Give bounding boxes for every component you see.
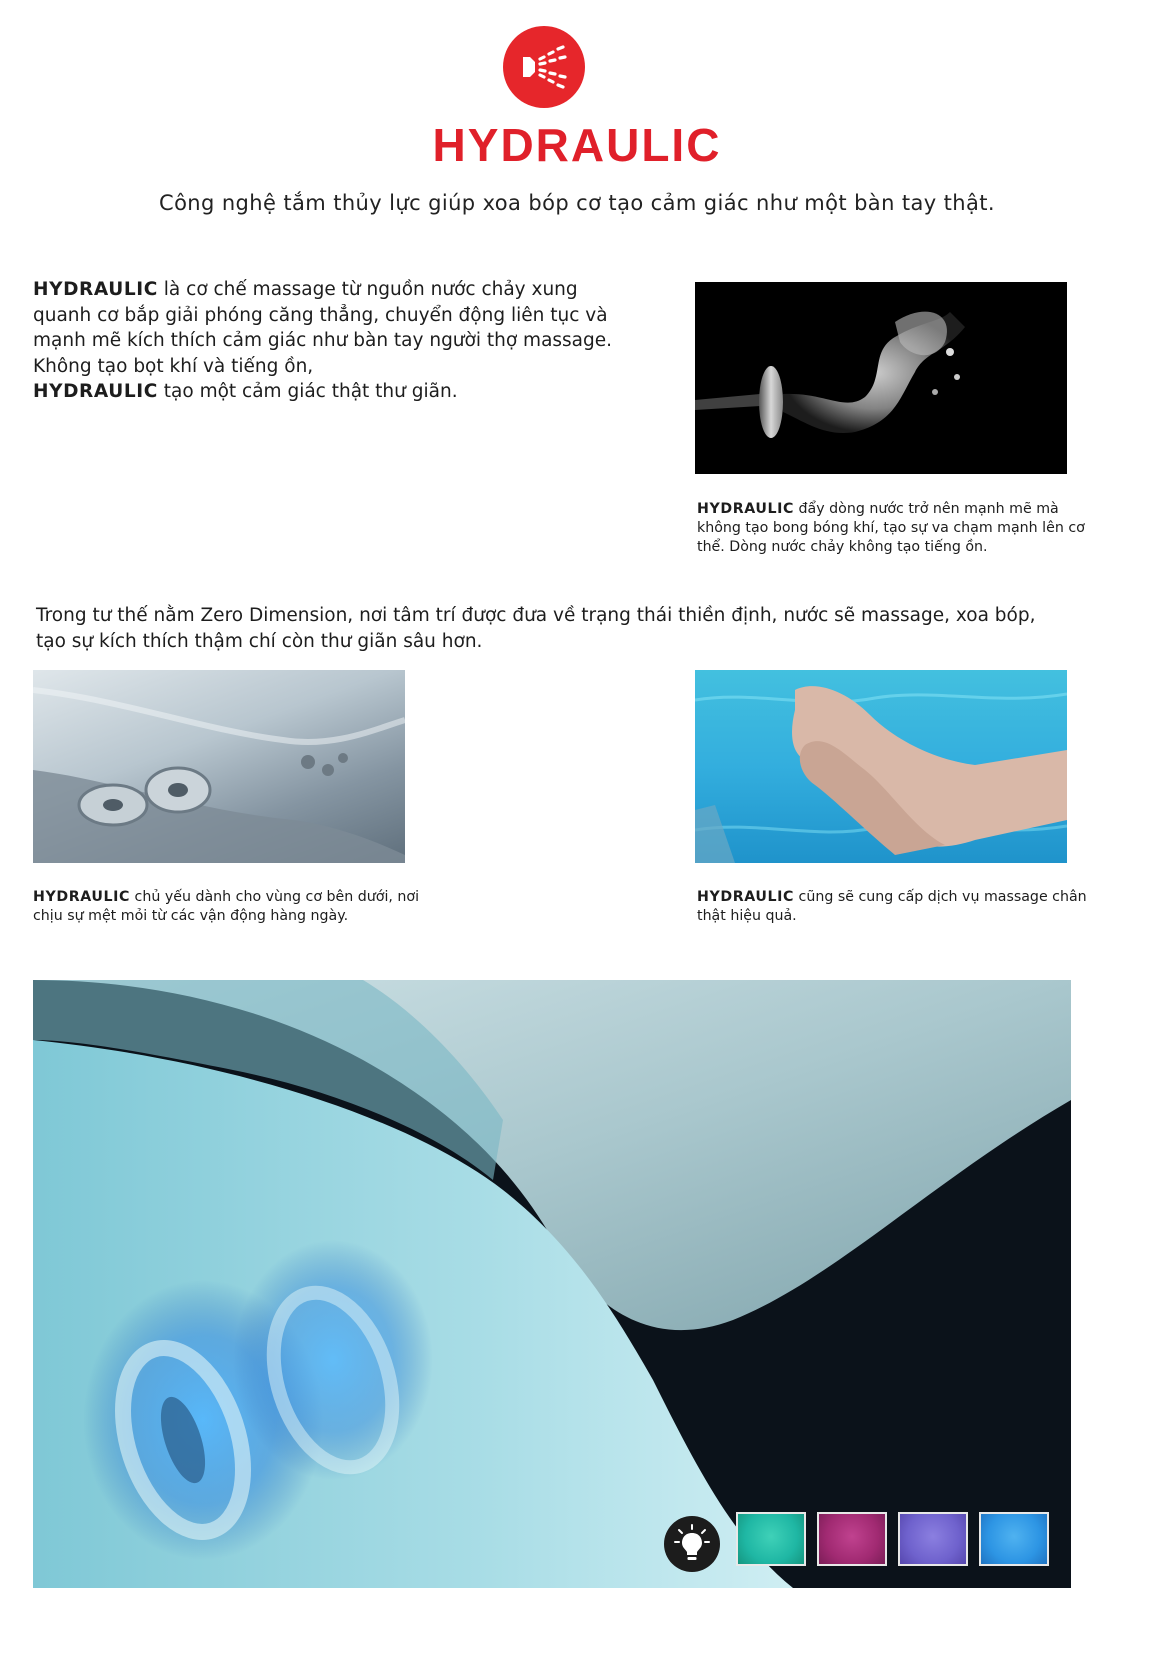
light-color-swatch-violet[interactable] <box>898 1512 968 1566</box>
light-color-swatch-blue[interactable] <box>979 1512 1049 1566</box>
seat-caption-text: chủ yếu dành cho vùng cơ bên dưới, nơi chịu sự mệt mỏi từ các vận động hàng ngày. <box>33 889 420 924</box>
jet-caption-text: đẩy dòng nước trở nên mạnh mẽ mà không tạo bong bóng khí, tạo sự va chạm mạnh lên cơ thể. Dòng nước chảy không tạo tiếng ồn. <box>697 501 1085 555</box>
light-bulb-icon <box>664 1516 720 1572</box>
water-jet-photo <box>695 282 1067 474</box>
light-toggle-button[interactable] <box>664 1516 720 1572</box>
foot-massage-photo <box>695 670 1067 863</box>
massage-seat-photo <box>33 670 405 863</box>
light-color-swatch-teal[interactable] <box>736 1512 806 1566</box>
seat-caption <box>33 888 453 926</box>
brand-name: HYDRAULIC <box>697 501 795 517</box>
light-color-swatch-magenta[interactable] <box>817 1512 887 1566</box>
brand-name: HYDRAULIC <box>33 381 158 402</box>
brand-name: HYDRAULIC <box>697 889 795 905</box>
jet-caption <box>697 500 1097 557</box>
hero-underwater-photo <box>33 980 1071 1588</box>
zero-dimension-paragraph: Trong tư thế nằm Zero Dimension, nơi tâm trí được đưa về trạng thái thiền định, nước sẽ massage, xoa bóp, tạo sự kích thích thậm chí còn thư giãn sâu hơn. <box>36 605 1036 652</box>
brand-name: HYDRAULIC <box>33 279 158 300</box>
hydraulic-logo <box>503 26 585 108</box>
page-title: HYDRAULIC <box>432 119 722 171</box>
page-subtitle: Công nghệ tắm thủy lực giúp xoa bóp cơ tạo cảm giác như một bàn tay thật. <box>159 191 995 215</box>
foot-caption-text: cũng sẽ cung cấp dịch vụ massage chân thật hiệu quả. <box>697 889 1087 924</box>
water-jet-icon <box>503 26 585 108</box>
intro-text-2: tạo một cảm giác thật thư giãn. <box>157 381 458 402</box>
brand-name: HYDRAULIC <box>33 889 131 905</box>
foot-caption <box>697 888 1097 926</box>
intro-text-1: là cơ chế massage từ nguồn nước chảy xung quanh cơ bắp giải phóng căng thẳng, chuyển động liên tục và mạnh mẽ kích thích cảm giác như bàn tay người thợ massage. Không tạo bọt khí và tiếng ồn, <box>33 279 613 377</box>
intro-paragraph <box>33 277 613 405</box>
